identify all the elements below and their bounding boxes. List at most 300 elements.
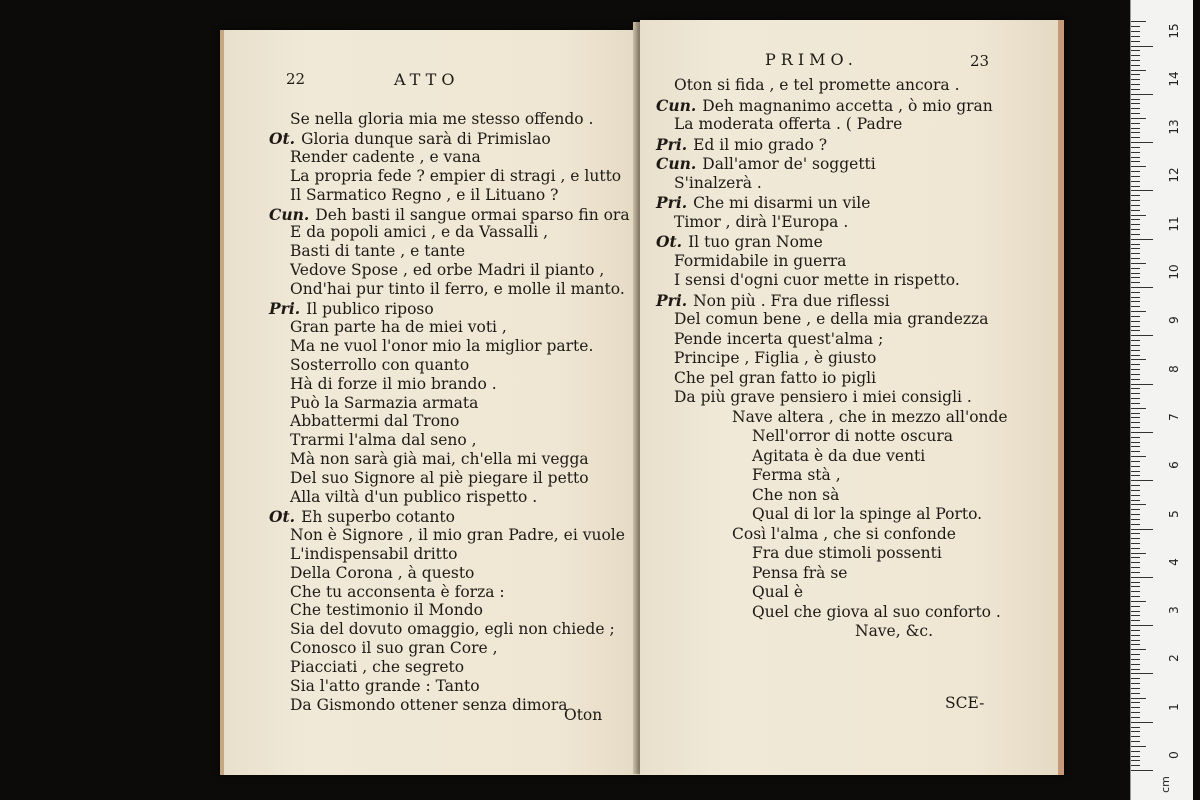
verse-text: Ed il mio grado ? xyxy=(693,135,828,154)
verse-text: Deh basti il sangue ormai sparso fin ora xyxy=(315,205,630,224)
verse-text: Timor , dirà l'Europa . xyxy=(674,212,849,231)
text-line xyxy=(290,412,459,431)
verse-text: Il publico riposo xyxy=(306,300,434,318)
verse-text: Sia l'atto grande : Tanto xyxy=(290,677,480,695)
text-line xyxy=(752,447,925,466)
right-folio: 23 xyxy=(970,52,990,70)
text-line xyxy=(290,337,593,356)
ruler-tick xyxy=(1131,335,1153,336)
ruler-tick xyxy=(1131,210,1140,211)
ruler-tick xyxy=(1131,746,1146,747)
text-line xyxy=(674,271,960,290)
ruler-number: 15 xyxy=(1167,22,1181,39)
ruler-tick xyxy=(1131,55,1140,56)
ruler-tick xyxy=(1131,224,1140,225)
verse-text: Che testimonio il Mondo xyxy=(290,601,483,620)
ruler-tick xyxy=(1131,620,1140,621)
verse-text: Sia del dovuto omaggio, egli non chiede ; xyxy=(290,620,615,639)
ruler-tick xyxy=(1131,707,1140,708)
text-line xyxy=(269,205,630,224)
text-line xyxy=(269,129,551,148)
ruler-tick xyxy=(1131,413,1140,414)
text-line xyxy=(290,375,497,394)
verse-text: Così l'alma , che si confonde xyxy=(732,524,956,543)
verse-text: Principe , Figlia , è giusto xyxy=(674,349,877,367)
verse-text: Da più grave pensiero i miei consigli . xyxy=(674,388,972,406)
ruler-tick xyxy=(1131,408,1146,409)
ruler-tick xyxy=(1131,118,1146,119)
verse-text: Basti di tante , e tante xyxy=(290,242,466,261)
ruler-number: 14 xyxy=(1167,71,1181,87)
speaker-label: Ot. xyxy=(656,232,683,251)
verse-text: La moderata offerta . ( Padre xyxy=(674,115,903,133)
ruler-tick xyxy=(1131,601,1146,602)
ruler-number: 6 xyxy=(1167,461,1181,470)
verse-text: Render cadente , e vana xyxy=(290,147,481,166)
ruler-tick xyxy=(1131,219,1140,220)
ruler-tick xyxy=(1131,166,1146,167)
verse-text: Ma ne vuol l'onor mio la miglior parte. xyxy=(290,336,594,355)
verse-text: Se nella gloria mia me stesso offendo . xyxy=(290,110,594,128)
ruler-tick xyxy=(1131,446,1140,447)
ruler-tick xyxy=(1131,384,1153,385)
ruler-tick xyxy=(1131,471,1140,472)
text-line xyxy=(674,213,848,232)
text-line xyxy=(290,186,558,205)
verse-text: I sensi d'ogni cuor mette in rispetto. xyxy=(674,271,960,289)
ruler-tick xyxy=(1131,543,1140,544)
left-running-head: ATTO xyxy=(394,70,460,89)
ruler-tick xyxy=(1131,306,1140,307)
ruler-tick xyxy=(1131,495,1140,496)
ruler-tick xyxy=(1131,301,1140,302)
ruler-tick xyxy=(1131,698,1146,699)
ruler-number: 1 xyxy=(1167,702,1181,711)
ruler-tick xyxy=(1131,152,1140,153)
ruler-tick xyxy=(1131,577,1153,578)
ruler-number: 0 xyxy=(1167,751,1181,759)
verse-text: E da popoli amici , e da Vassalli , xyxy=(290,223,549,242)
ruler-tick xyxy=(1131,736,1140,737)
ruler-tick xyxy=(1131,664,1140,665)
ruler-tick xyxy=(1131,147,1140,148)
ruler-tick xyxy=(1131,113,1140,114)
ruler-tick xyxy=(1131,596,1140,597)
verse-text: Piacciati , che segreto xyxy=(290,658,465,677)
text-line xyxy=(656,96,993,115)
speaker-label: Cun. xyxy=(656,154,697,173)
ruler-tick xyxy=(1131,239,1153,240)
ruler-tick xyxy=(1131,297,1140,298)
ruler-tick xyxy=(1131,398,1140,399)
text-line xyxy=(674,330,883,349)
ruler-number: 11 xyxy=(1167,216,1181,232)
verse-text: Non è Signore , il mio gran Padre, ei vuole xyxy=(290,525,625,544)
text-line xyxy=(290,658,464,677)
verse-text: Quel che giova al suo conforto . xyxy=(752,602,1001,621)
ruler-number: 4 xyxy=(1167,557,1181,566)
speaker-label: Pri. xyxy=(269,299,301,318)
ruler-tick xyxy=(1131,466,1140,467)
ruler-tick xyxy=(1131,461,1140,462)
ruler-tick xyxy=(1131,417,1140,418)
speaker-label: Cun. xyxy=(269,204,310,224)
ruler-tick xyxy=(1131,403,1140,404)
right-page xyxy=(640,20,1064,775)
text-line xyxy=(290,394,478,413)
ruler-tick xyxy=(1131,41,1140,42)
text-line xyxy=(290,110,593,129)
right-running-head: PRIMO. xyxy=(765,50,858,69)
ruler-tick xyxy=(1131,215,1146,216)
ruler-tick xyxy=(1131,533,1140,534)
left-folio: 22 xyxy=(286,70,306,88)
ruler-tick xyxy=(1131,258,1140,259)
text-line xyxy=(290,356,469,375)
verse-text: Nave, &c. xyxy=(855,622,933,640)
ruler-tick xyxy=(1131,731,1140,732)
verse-text: Del suo Signore al piè piegare il petto xyxy=(290,469,589,488)
text-line xyxy=(290,318,507,337)
ruler-tick xyxy=(1131,432,1153,433)
verse-text: Pende incerta quest'alma ; xyxy=(674,329,884,348)
text-line xyxy=(290,639,498,658)
verse-text: La propria fede ? empier di stragi , e lutto xyxy=(290,166,622,185)
ruler-tick xyxy=(1131,567,1140,568)
ruler-tick xyxy=(1131,509,1140,510)
verse-text: Trarmi l'alma dal seno , xyxy=(290,431,477,450)
verse-text: Conosco il suo gran Core , xyxy=(290,639,498,658)
ruler-tick xyxy=(1131,84,1140,85)
ruler-tick xyxy=(1131,572,1140,573)
verse-text: Gran parte ha de miei voti , xyxy=(290,317,507,336)
ruler-tick xyxy=(1131,123,1140,124)
ruler-tick xyxy=(1131,615,1140,616)
text-line xyxy=(290,696,568,715)
ruler-tick xyxy=(1131,311,1146,312)
ruler-tick xyxy=(1131,553,1146,554)
ruler-tick xyxy=(1131,582,1140,583)
ruler-unit: cm xyxy=(1158,776,1172,793)
text-line xyxy=(290,564,474,583)
ruler-tick xyxy=(1131,504,1146,505)
ruler-tick xyxy=(1131,442,1140,443)
text-line xyxy=(290,450,589,469)
ruler-tick xyxy=(1131,727,1140,728)
ruler-tick xyxy=(1131,359,1146,360)
ruler-tick xyxy=(1131,437,1140,438)
text-line xyxy=(674,174,762,193)
text-line xyxy=(752,603,1001,622)
verse-text: Nell'orror di notte oscura xyxy=(752,427,954,445)
text-line xyxy=(674,349,876,368)
speaker-label: Cun. xyxy=(656,95,697,115)
ruler-tick xyxy=(1131,345,1140,346)
ruler-tick xyxy=(1131,157,1140,158)
ruler-tick xyxy=(1131,330,1140,331)
ruler-tick xyxy=(1131,379,1140,380)
ruler-tick xyxy=(1131,649,1146,650)
verse-text: Nave altera , che in mezzo all'onde xyxy=(732,407,1008,426)
ruler-tick xyxy=(1131,514,1140,515)
ruler-tick xyxy=(1131,46,1153,47)
text-line xyxy=(752,466,841,485)
ruler-tick xyxy=(1131,273,1140,274)
ruler-tick xyxy=(1131,756,1140,757)
text-line xyxy=(290,545,457,564)
verse-text: Pensa frà se xyxy=(752,563,848,582)
left-catchword: Oton xyxy=(564,706,603,724)
verse-text: Della Corona , à questo xyxy=(290,563,475,582)
ruler-tick xyxy=(1131,268,1140,269)
ruler-tick xyxy=(1131,65,1140,66)
ruler-tick xyxy=(1131,640,1140,641)
ruler-tick xyxy=(1131,456,1146,457)
ruler-tick xyxy=(1131,751,1140,752)
verse-text: Che tu acconsenta è forza : xyxy=(290,582,505,601)
ruler-tick xyxy=(1131,760,1140,761)
verse-text: Alla viltà d'un publico rispetto . xyxy=(290,488,538,506)
text-line xyxy=(269,299,434,318)
verse-text: Del comun bene , e della mia grandezza xyxy=(674,310,989,328)
ruler-tick xyxy=(1131,557,1140,558)
ruler-tick xyxy=(1131,287,1153,288)
ruler-tick xyxy=(1131,625,1153,626)
verse-text: Qual è xyxy=(752,583,803,601)
ruler-tick xyxy=(1131,205,1140,206)
ruler-number: 13 xyxy=(1167,119,1181,135)
text-line xyxy=(752,505,982,524)
ruler-tick xyxy=(1131,321,1140,322)
ruler-tick xyxy=(1131,181,1140,182)
verse-text: Che mi disarmi un vile xyxy=(693,194,871,212)
ruler-tick xyxy=(1131,340,1140,341)
text-line xyxy=(290,280,625,299)
text-line xyxy=(732,525,956,544)
ruler-tick xyxy=(1131,490,1140,491)
text-line xyxy=(290,677,480,696)
ruler-tick xyxy=(1131,693,1140,694)
ruler-tick xyxy=(1131,475,1140,476)
ruler-tick xyxy=(1131,326,1140,327)
ruler-tick xyxy=(1131,89,1140,90)
ruler-tick xyxy=(1131,248,1140,249)
ruler-tick xyxy=(1131,635,1140,636)
ruler-tick xyxy=(1131,678,1140,679)
text-line xyxy=(656,291,890,310)
text-line xyxy=(290,469,589,488)
ruler-tick xyxy=(1131,451,1140,452)
text-line xyxy=(290,223,548,242)
ruler-tick xyxy=(1131,712,1140,713)
ruler-tick xyxy=(1131,427,1140,428)
ruler-tick xyxy=(1131,485,1140,486)
ruler-tick xyxy=(1131,369,1140,370)
text-line xyxy=(674,310,988,329)
ruler-tick xyxy=(1131,765,1140,766)
ruler-tick xyxy=(1131,132,1140,133)
verse-text: Mà non sarà già mai, ch'ella mi vegga xyxy=(290,450,589,469)
ruler-tick xyxy=(1131,94,1153,95)
ruler-tick xyxy=(1131,611,1140,612)
verse-text: Può la Sarmazia armata xyxy=(290,393,479,412)
ruler-tick xyxy=(1131,654,1140,655)
ruler-tick xyxy=(1131,355,1140,356)
text-line xyxy=(752,486,839,505)
ruler-tick xyxy=(1131,702,1140,703)
speaker-label: Ot. xyxy=(269,506,296,526)
ruler-tick xyxy=(1131,253,1140,254)
ruler-tick xyxy=(1131,234,1140,235)
verse-text: Ond'hai pur tinto il ferro, e molle il manto. xyxy=(290,280,625,299)
text-line xyxy=(269,507,455,526)
text-line xyxy=(674,388,972,407)
ruler-tick xyxy=(1131,103,1140,104)
verse-text: Eh superbo cotanto xyxy=(301,507,455,526)
text-line xyxy=(752,544,942,563)
ruler-tick xyxy=(1131,722,1153,723)
verse-text: Vedove Spose , ed orbe Madri il pianto , xyxy=(290,261,605,280)
ruler-tick xyxy=(1131,480,1153,481)
text-line xyxy=(290,583,505,602)
verse-text: Agitata è da due venti xyxy=(752,446,926,465)
verse-text: Deh magnanimo accetta , ò mio gran xyxy=(702,96,993,115)
verse-text: Gloria dunque sarà di Primislao xyxy=(301,129,551,148)
speaker-label: Pri. xyxy=(656,290,688,310)
verse-text: Da Gismondo ottener senza dimora xyxy=(290,695,568,714)
ruler-tick xyxy=(1131,176,1140,177)
verse-text: Il tuo gran Nome xyxy=(688,233,823,251)
ruler-tick xyxy=(1131,244,1140,245)
ruler-tick xyxy=(1131,669,1140,670)
ruler-tick xyxy=(1131,74,1140,75)
text-line xyxy=(656,154,876,173)
verse-text: S'inalzerà . xyxy=(674,173,762,192)
ruler-tick xyxy=(1131,606,1140,607)
ruler-number: 8 xyxy=(1167,364,1181,373)
verse-text: Hà di forze il mio brando . xyxy=(290,374,497,393)
measurement-ruler xyxy=(1130,0,1193,800)
text-line xyxy=(855,622,933,641)
ruler-tick xyxy=(1131,422,1140,423)
ruler-tick xyxy=(1131,50,1140,51)
verse-text: Il Sarmatico Regno , e il Lituano ? xyxy=(290,185,559,204)
verse-text: Abbattermi dal Trono xyxy=(290,412,460,431)
ruler-tick xyxy=(1131,673,1153,674)
ruler-number: 5 xyxy=(1167,509,1181,518)
text-line xyxy=(752,564,847,583)
verse-text: Qual di lor la spinge al Porto. xyxy=(752,505,983,523)
ruler-tick xyxy=(1131,108,1140,109)
text-line xyxy=(290,488,537,507)
ruler-tick xyxy=(1131,683,1140,684)
text-line xyxy=(732,408,1008,427)
verse-text: Non più . Fra due riflessi xyxy=(693,291,890,310)
verse-text: Sosterrollo con quanto xyxy=(290,355,470,374)
ruler-tick xyxy=(1131,186,1140,187)
ruler-tick xyxy=(1131,659,1140,660)
text-line xyxy=(290,148,481,167)
ruler-tick xyxy=(1131,388,1140,389)
verse-text: Che non sà xyxy=(752,485,840,504)
text-line xyxy=(656,232,823,251)
text-line xyxy=(656,135,827,154)
ruler-tick xyxy=(1131,128,1140,129)
ruler-tick xyxy=(1131,277,1140,278)
ruler-tick xyxy=(1131,31,1140,32)
ruler-tick xyxy=(1131,562,1140,563)
ruler-tick xyxy=(1131,717,1140,718)
ruler-tick xyxy=(1131,393,1140,394)
ruler-tick xyxy=(1131,36,1140,37)
ruler-number: 3 xyxy=(1167,606,1181,614)
ruler-tick xyxy=(1131,263,1146,264)
ruler-tick xyxy=(1131,770,1153,771)
text-line xyxy=(674,115,902,134)
ruler-tick xyxy=(1131,282,1140,283)
text-line xyxy=(674,76,960,95)
verse-text: Che pel gran fatto io pigli xyxy=(674,368,877,387)
ruler-tick xyxy=(1131,70,1146,71)
ruler-tick xyxy=(1131,200,1140,201)
text-line xyxy=(290,526,625,545)
ruler-tick xyxy=(1131,161,1140,162)
right-catchword: SCE- xyxy=(945,694,985,712)
text-line xyxy=(674,369,876,388)
verse-text: Oton si fida , e tel promette ancora . xyxy=(674,76,960,94)
ruler-tick xyxy=(1131,688,1140,689)
ruler-tick xyxy=(1131,292,1140,293)
ruler-tick xyxy=(1131,171,1140,172)
speaker-label: Ot. xyxy=(269,128,296,148)
ruler-tick xyxy=(1131,190,1153,191)
text-line xyxy=(290,242,465,261)
text-line xyxy=(290,261,604,280)
text-line xyxy=(290,601,483,620)
ruler-number: 2 xyxy=(1167,654,1181,663)
verse-text: Ferma stà , xyxy=(752,466,841,484)
verse-text: Dall'amor de' soggetti xyxy=(702,155,876,173)
ruler-tick xyxy=(1131,137,1140,138)
text-line xyxy=(674,252,846,271)
ruler-tick xyxy=(1131,26,1140,27)
ruler-tick xyxy=(1131,741,1140,742)
ruler-number: 10 xyxy=(1167,264,1181,280)
ruler-tick xyxy=(1131,142,1153,143)
text-line xyxy=(752,583,803,602)
ruler-tick xyxy=(1131,350,1140,351)
ruler-tick xyxy=(1131,99,1140,100)
text-line xyxy=(656,193,870,212)
ruler-number: 9 xyxy=(1167,316,1181,325)
speaker-label: Pri. xyxy=(656,193,688,212)
ruler-tick xyxy=(1131,630,1140,631)
verse-text: Formidabile in guerra xyxy=(674,251,847,270)
ruler-tick xyxy=(1131,548,1140,549)
text-line xyxy=(752,427,953,446)
ruler-tick xyxy=(1131,195,1140,196)
ruler-number: 12 xyxy=(1167,167,1181,184)
ruler-tick xyxy=(1131,21,1146,22)
ruler-tick xyxy=(1131,524,1140,525)
ruler-tick xyxy=(1131,538,1140,539)
speaker-label: Pri. xyxy=(656,134,688,154)
ruler-tick xyxy=(1131,591,1140,592)
text-line xyxy=(290,431,477,450)
ruler-tick xyxy=(1131,229,1140,230)
ruler-tick xyxy=(1131,79,1140,80)
verse-text: Fra due stimoli possenti xyxy=(752,544,942,562)
